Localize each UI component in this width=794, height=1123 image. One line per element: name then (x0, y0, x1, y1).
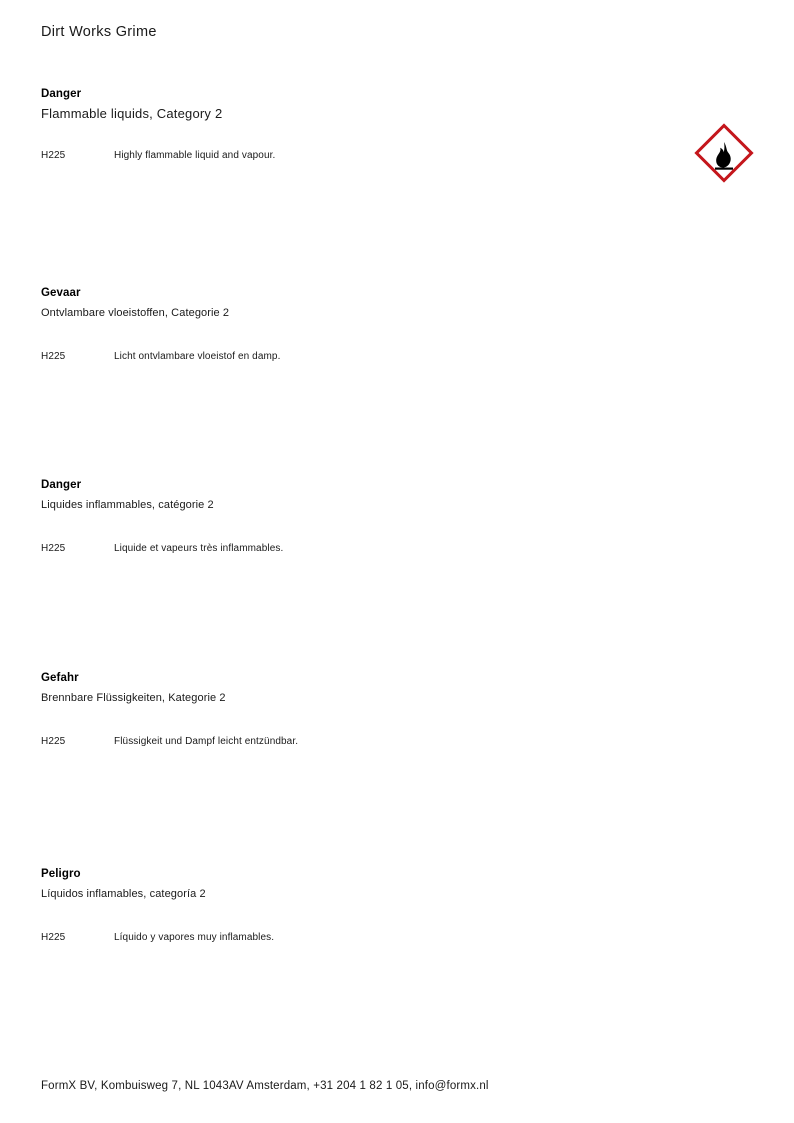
hazard-statement-text: Liquide et vapeurs très inflammables. (114, 543, 284, 554)
hazard-section-de (41, 672, 661, 747)
hazard-class: Liquides inflammables, catégorie 2 (41, 499, 214, 511)
hazard-statement-text: Licht ontvlambare vloeistof en damp. (114, 351, 281, 362)
hazard-statement-code: H225 (41, 736, 66, 747)
hazard-section-nl (41, 287, 661, 362)
signal-word: Danger (41, 88, 82, 100)
hazard-statement-code: H225 (41, 543, 66, 554)
hazard-statement-row (41, 736, 661, 747)
footer-company-details: FormX BV, Kombuisweg 7, NL 1043AV Amsterdam, +31 204 1 82 1 05, info@formx.nl (41, 1080, 489, 1092)
hazard-statement-row (41, 150, 661, 161)
hazard-class: Flammable liquids, Category 2 (41, 106, 223, 121)
hazard-statement-text: Flüssigkeit und Dampf leicht entzündbar. (114, 736, 299, 747)
hazard-statement-row (41, 932, 661, 943)
hazard-statement-text: Líquido y vapores muy inflamables. (114, 932, 275, 943)
ghs02-flammable-pictogram (694, 123, 754, 183)
hazard-section-fr (41, 479, 661, 554)
hazard-section-es (41, 868, 661, 943)
signal-word: Peligro (41, 868, 81, 880)
hazard-statement-code: H225 (41, 150, 66, 161)
hazard-statement-row (41, 543, 661, 554)
hazard-statement-code: H225 (41, 351, 66, 362)
hazard-statement-text: Highly flammable liquid and vapour. (114, 150, 276, 161)
hazard-statement-code: H225 (41, 932, 66, 943)
signal-word: Gevaar (41, 287, 81, 299)
page-title: Dirt Works Grime (41, 24, 157, 40)
hazard-class: Ontvlambare vloeistoffen, Categorie 2 (41, 307, 230, 319)
hazard-section-en (41, 88, 661, 161)
signal-word: Gefahr (41, 672, 79, 684)
hazard-statement-row (41, 351, 661, 362)
signal-word: Danger (41, 479, 82, 491)
hazard-class: Brennbare Flüssigkeiten, Kategorie 2 (41, 692, 226, 704)
hazard-class: Líquidos inflamables, categoría 2 (41, 888, 206, 900)
